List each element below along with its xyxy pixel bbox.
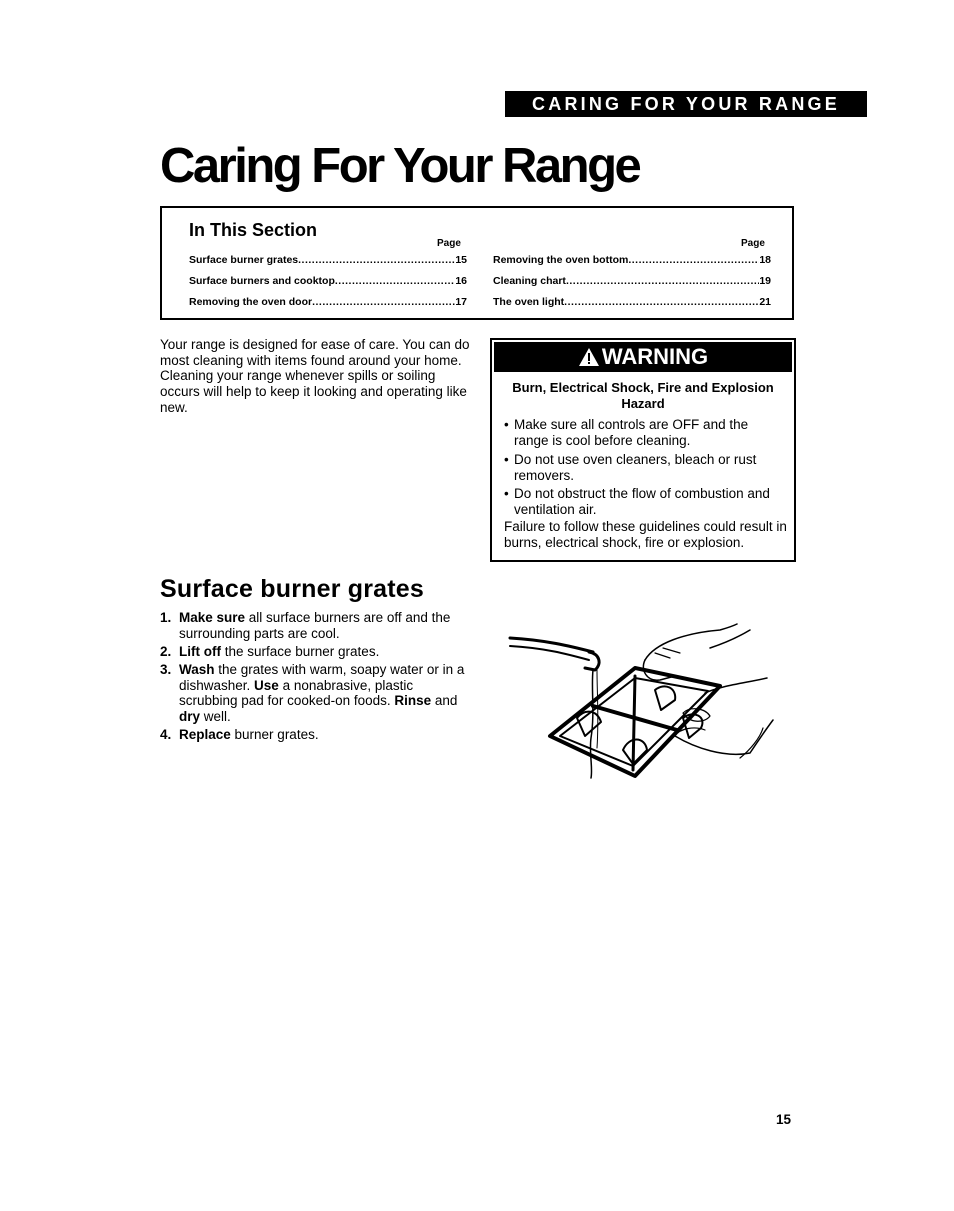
warning-label: WARNING	[601, 344, 709, 369]
toc-box	[160, 206, 794, 320]
page-title: Caring For Your Range	[160, 139, 640, 193]
toc-entry[interactable]	[189, 254, 467, 266]
toc-entry-page: 18	[759, 254, 771, 266]
intro-paragraph: Your range is designed for ease of care. You can do most cleaning with items found around your home. Cleaning your range whenever spills or soiling occurs will help to keep it looking and operating like new.	[160, 337, 470, 415]
toc-entry-page: 21	[759, 296, 771, 308]
toc-entry-label: Surface burner grates	[189, 254, 299, 266]
step-item: 1. Make sure all surface burners are off and the surrounding parts are cool.	[160, 610, 451, 641]
toc-heading: In This Section	[189, 220, 318, 240]
toc-entry-label: Removing the oven bottom	[493, 254, 629, 266]
toc-page-label-right: Page	[741, 238, 765, 249]
warning-bullet: • Do not obstruct the flow of combustion and ventilation air.	[504, 486, 770, 517]
grate-washing-illustration	[505, 618, 780, 783]
section-header-label: CARING FOR YOUR RANGE	[532, 93, 840, 114]
warning-header	[494, 342, 792, 372]
section-title: Surface burner grates	[160, 575, 425, 603]
warning-box	[490, 338, 796, 562]
bullet-icon: •	[504, 486, 509, 501]
section-header-bar	[505, 91, 867, 117]
toc-entry-page: 19	[759, 275, 771, 287]
step-item: 4. Replace burner grates.	[160, 727, 319, 742]
bullet-icon: •	[504, 452, 509, 467]
toc-entry[interactable]	[493, 254, 771, 266]
toc-entry[interactable]	[493, 296, 771, 308]
toc-entry-label: Surface burners and cooktop	[189, 275, 335, 287]
toc-entry-label: Cleaning chart	[493, 275, 566, 287]
step-item: 2. Lift off the surface burner grates.	[160, 644, 380, 659]
toc-entry-label: The oven light	[493, 296, 565, 308]
toc-page-label-left: Page	[437, 238, 461, 249]
step-item: 3. Wash the grates with warm, soapy water or in a dishwasher. Use a nonabrasive, plastic scrubbing pad for cooked-on foods. Rinse and dry well.	[160, 662, 465, 725]
toc-entry[interactable]	[189, 296, 467, 308]
bullet-icon: •	[504, 417, 509, 432]
toc-entry-page: 17	[455, 296, 467, 308]
toc-entry-label: Removing the oven door	[189, 296, 313, 308]
toc-entry-page: 15	[455, 254, 467, 266]
toc-entry[interactable]	[493, 275, 771, 287]
warning-title: Burn, Electrical Shock, Fire and Explosion Hazard	[512, 380, 774, 411]
warning-bullet: • Do not use oven cleaners, bleach or rust removers.	[504, 452, 757, 483]
toc-entry[interactable]	[189, 275, 467, 287]
warning-footer: Failure to follow these guidelines could result in burns, electrical shock, fire or explosion.	[504, 519, 787, 550]
warning-triangle-icon	[578, 347, 600, 367]
toc-entry-page: 16	[455, 275, 467, 287]
warning-bullet: • Make sure all controls are OFF and the range is cool before cleaning.	[504, 417, 749, 448]
page-number: 15	[776, 1112, 792, 1127]
